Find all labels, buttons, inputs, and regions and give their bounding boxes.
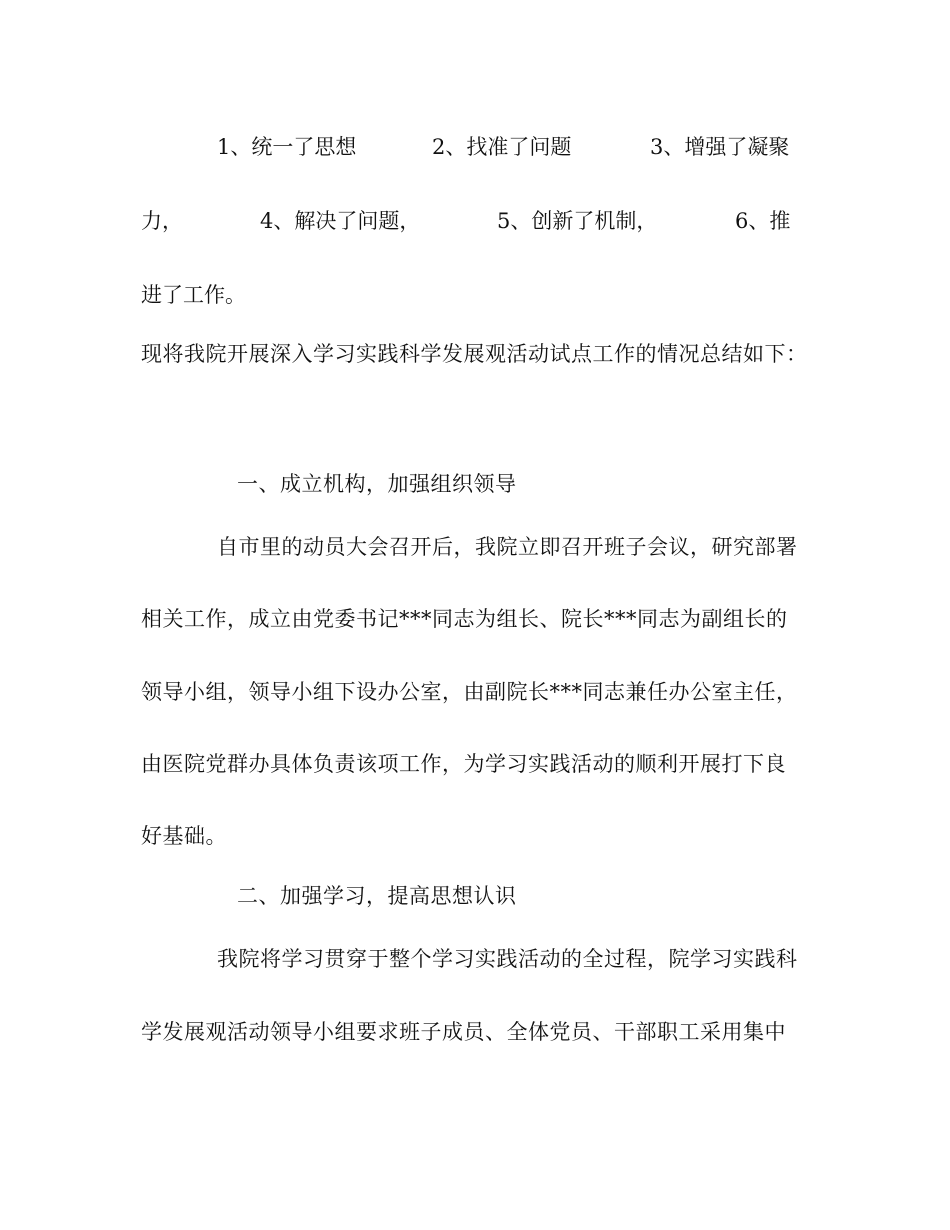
- intro-item-4: 4、解决了问题，: [260, 209, 421, 233]
- summary-line: 现将我院开展深入学习实践科学发展观活动试点工作的情况总结如下：: [141, 342, 808, 366]
- section-1-paragraph-line: 自市里的动员大会召开后，我院立即召开班子会议，研究部署: [217, 535, 798, 559]
- section-2-heading: 二、加强学习，提高思想认识: [237, 884, 517, 908]
- intro-item-6-continued: 进了工作。: [141, 283, 246, 307]
- section-1-paragraph-line: 领导小组，领导小组下设办公室，由副院长***同志兼任办公室主任，: [141, 680, 798, 704]
- intro-item-6: 6、推: [735, 209, 791, 233]
- intro-item-3: 3、增强了凝聚: [650, 135, 790, 159]
- intro-item-3-continued: 力，: [141, 209, 183, 233]
- section-1-paragraph-line: 由医院党群办具体负责该项工作，为学习实践活动的顺利开展打下良: [141, 752, 786, 776]
- intro-item-1: 1、统一了思想: [217, 135, 357, 159]
- section-2-paragraph-line: 学发展观活动领导小组要求班子成员、全体党员、干部职工采用集中: [141, 1020, 786, 1044]
- intro-item-5: 5、创新了机制，: [497, 209, 658, 233]
- section-1-paragraph-line: 好基础。: [141, 824, 227, 848]
- section-2-paragraph-line: 我院将学习贯穿于整个学习实践活动的全过程，院学习实践科: [217, 947, 798, 971]
- intro-item-2: 2、找准了问题: [432, 135, 572, 159]
- section-1-heading: 一、成立机构，加强组织领导: [237, 472, 517, 496]
- section-1-paragraph-line: 相关工作，成立由党委书记***同志为组长、院长***同志为副组长的: [141, 607, 788, 631]
